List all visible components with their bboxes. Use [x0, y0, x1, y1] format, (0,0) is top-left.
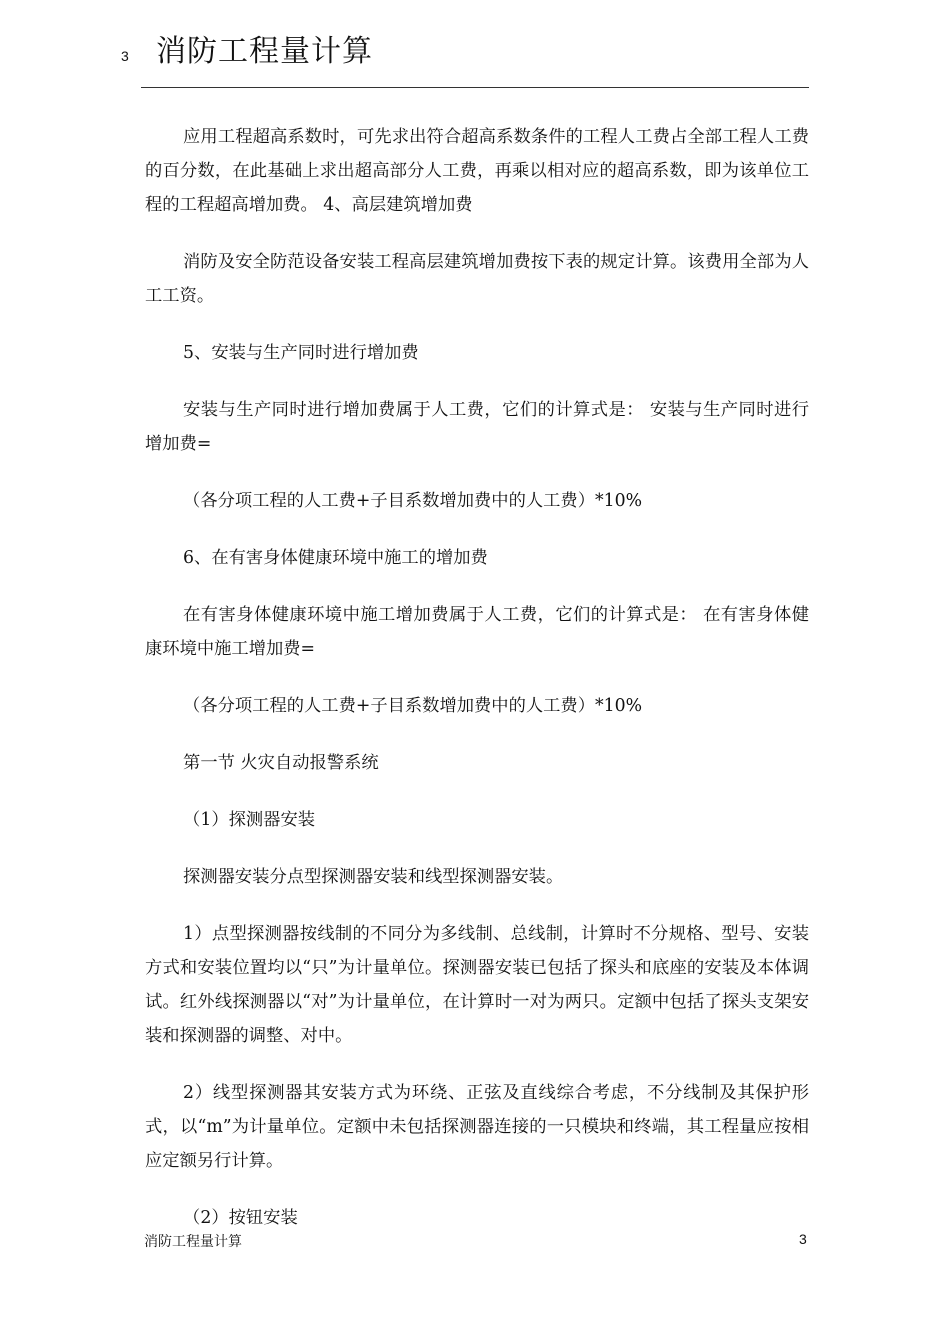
paragraph: （各分项工程的人工费+子目系数增加费中的人工费）*10% — [183, 491, 643, 511]
footer-page-number: 3 — [799, 1231, 807, 1247]
paragraph: 应用工程超高系数时，可先求出符合超高系数条件的工程人工费占全部工程人工费的百分数，在此基础上求出超高部分人工费，再乘以相对应的超高系数，即为该单位工程的工程超高增加费。 4、高层建筑增加费 — [145, 127, 809, 215]
paragraph: 6、在有害身体健康环境中施工的增加费 — [183, 548, 488, 568]
paragraph: 5、安装与生产同时进行增加费 — [183, 343, 419, 363]
paragraph: （各分项工程的人工费+子目系数增加费中的人工费）*10% — [183, 696, 643, 716]
paragraph: 1）点型探测器按线制的不同分为多线制、总线制，计算时不分规格、型号、安装方式和安装位置均以“只”为计量单位。探测器安装已包括了探头和底座的安装及本体调试。红外线探测器以“对”为计量单位，在计算时一对为两只。定额中包括了探头支架安装和探测器的调整、对中。 — [145, 924, 809, 1046]
paragraph: 消防及安全防范设备安装工程高层建筑增加费按下表的规定计算。该费用全部为人工工资。 — [145, 252, 809, 306]
document-body — [145, 120, 809, 1258]
section-heading: 第一节 火灾自动报警系统 — [183, 753, 379, 773]
footer-title: 消防工程量计算 — [144, 1234, 242, 1250]
paragraph: 安装与生产同时进行增加费属于人工费，它们的计算式是： 安装与生产同时进行增加费= — [145, 400, 809, 454]
paragraph: 探测器安装分点型探测器安装和线型探测器安装。 — [183, 867, 564, 887]
paragraph: 2）线型探测器其安装方式为环绕、正弦及直线综合考虑，不分线制及其保护形式，以“m”为计量单位。定额中未包括探测器连接的一只模块和终端，其工程量应按相应定额另行计算。 — [145, 1083, 809, 1171]
subsection-heading: （1）探测器安装 — [183, 810, 316, 830]
header-page-number: 3 — [121, 48, 129, 64]
paragraph: 在有害身体健康环境中施工增加费属于人工费，它们的计算式是： 在有害身体健康环境中施工增加费= — [145, 605, 809, 659]
header-title: 消防工程量计算 — [156, 34, 373, 69]
header-divider — [141, 87, 809, 88]
subsection-heading: （2）按钮安装 — [183, 1208, 298, 1228]
